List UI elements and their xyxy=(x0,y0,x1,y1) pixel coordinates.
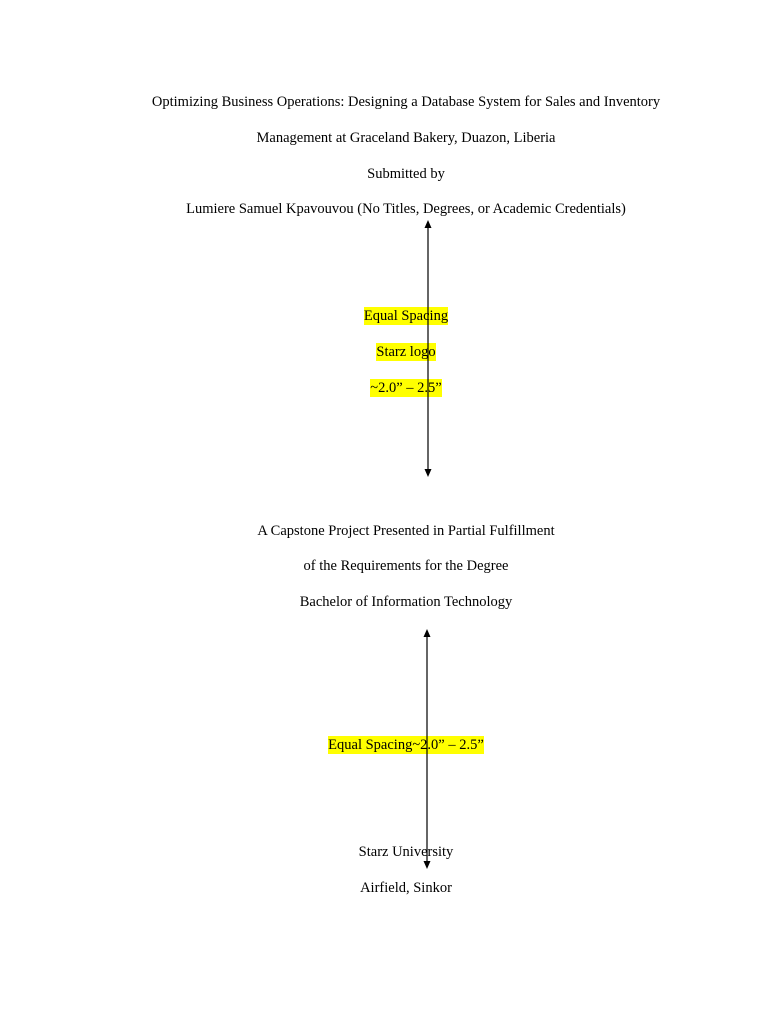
spacing-note-1-line-3 xyxy=(0,379,768,397)
highlight: Equal Spacing~2.0” – 2.5” xyxy=(328,737,484,753)
university-location: Airfield, Sinkor xyxy=(360,880,452,896)
spacing-note-1-line-2 xyxy=(0,343,768,361)
capstone-line-1: A Capstone Project Presented in Partial Fulfillment xyxy=(257,523,555,539)
spacing-note-2 xyxy=(0,736,768,754)
title-line-1: Optimizing Business Operations: Designing a Database System for Sales and Inventory xyxy=(151,94,661,110)
capstone-line-2: of the Requirements for the Degree xyxy=(303,558,509,574)
submitted-by-label: Submitted by xyxy=(367,166,445,182)
highlight: Starz logo xyxy=(376,344,436,360)
highlight: Equal Spacing xyxy=(363,308,449,324)
author-name: Lumiere Samuel Kpavouvou (No Titles, Degrees, or Academic Credentials) xyxy=(186,201,626,217)
degree-name: Bachelor of Information Technology xyxy=(299,594,513,610)
university-name: Starz University xyxy=(358,844,454,860)
spacing-note-1-line-1 xyxy=(0,307,768,325)
highlight: ~2.0” – 2.5” xyxy=(370,380,442,396)
title-line-2: Management at Graceland Bakery, Duazon, Liberia xyxy=(256,130,556,146)
